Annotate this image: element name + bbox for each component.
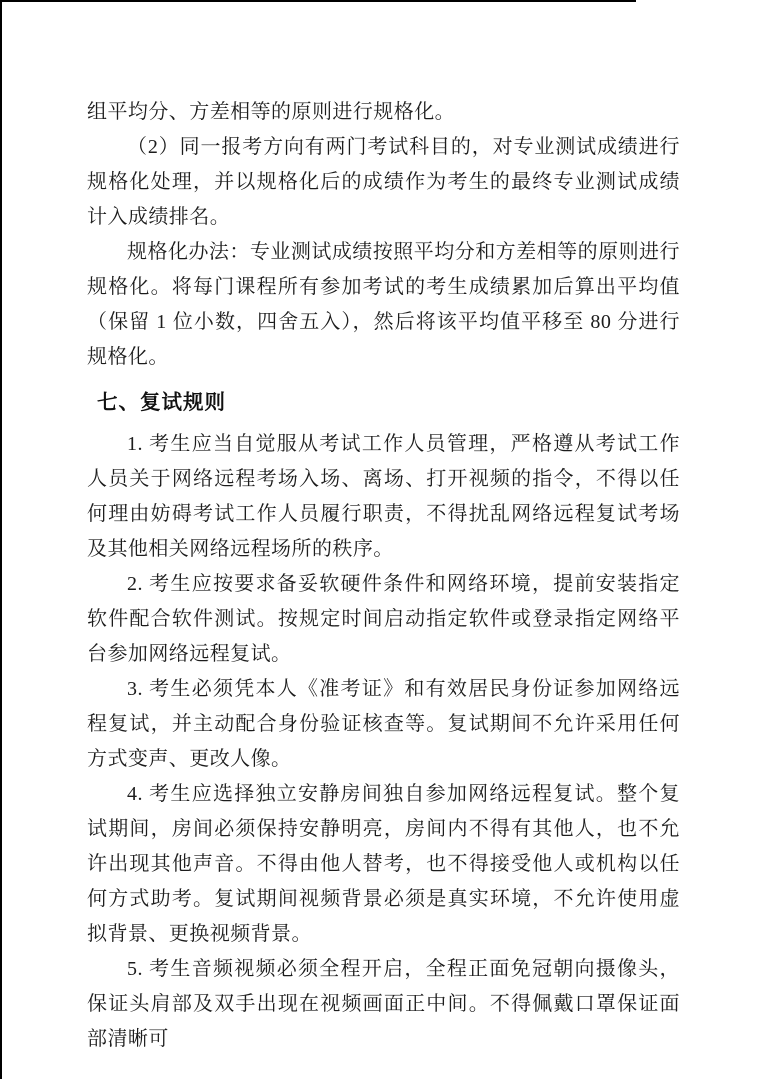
paragraph-rule-4: 4. 考生应选择独立安静房间独自参加网络远程复试。整个复试期间，房间必须保持安静明亮，房间内不得有其他人，也不允许出现其他声音。不得由他人替考，也不得接受他人或机构以任何方式助考。复试期间视频背景必须是真实环境，不允许使用虚拟背景、更换视频背景。	[87, 783, 680, 945]
document-content	[87, 95, 680, 1057]
paragraph-normalization-method: 规格化办法：专业测试成绩按照平均分和方差相等的原则进行规格化。将每门课程所有参加考试的考生成绩累加后算出平均值（保留 1 位小数，四舍五入），然后将该平均值平移至 80 分进行规格化。	[87, 241, 680, 368]
paragraph-normalization-continuation: 组平均分、方差相等的原则进行规格化。	[87, 101, 456, 123]
paragraph-rule-2: 2. 考生应按要求备妥软硬件条件和网络环境，提前安装指定软件配合软件测试。按规定时间启动指定软件或登录指定网络平台参加网络远程复试。	[87, 573, 680, 665]
section-heading-retest-rules: 七、复试规则	[97, 391, 226, 414]
page-border-left	[0, 0, 2, 1079]
paragraph-rule-1: 1. 考生应当自觉服从考试工作人员管理，严格遵从考试工作人员关于网络远程考场入场、离场、打开视频的指令，不得以任何理由妨碍考试工作人员履行职责，不得扰乱网络远程复试考场及其他相关网络远程场所的秩序。	[87, 433, 680, 560]
paragraph-rule-5: 5. 考生音频视频必须全程开启，全程正面免冠朝向摄像头，保证头肩部及双手出现在视频画面正中间。不得佩戴口罩保证面部清晰可	[87, 958, 680, 1050]
paragraph-item-2-two-subjects: （2）同一报考方向有两门考试科目的，对专业测试成绩进行规格化处理，并以规格化后的成绩作为考生的最终专业测试成绩计入成绩排名。	[87, 136, 680, 228]
paragraph-rule-3: 3. 考生必须凭本人《准考证》和有效居民身份证参加网络远程复试，并主动配合身份验证核查等。复试期间不允许采用任何方式变声、更改人像。	[87, 678, 680, 770]
page-border-top	[0, 0, 636, 2]
